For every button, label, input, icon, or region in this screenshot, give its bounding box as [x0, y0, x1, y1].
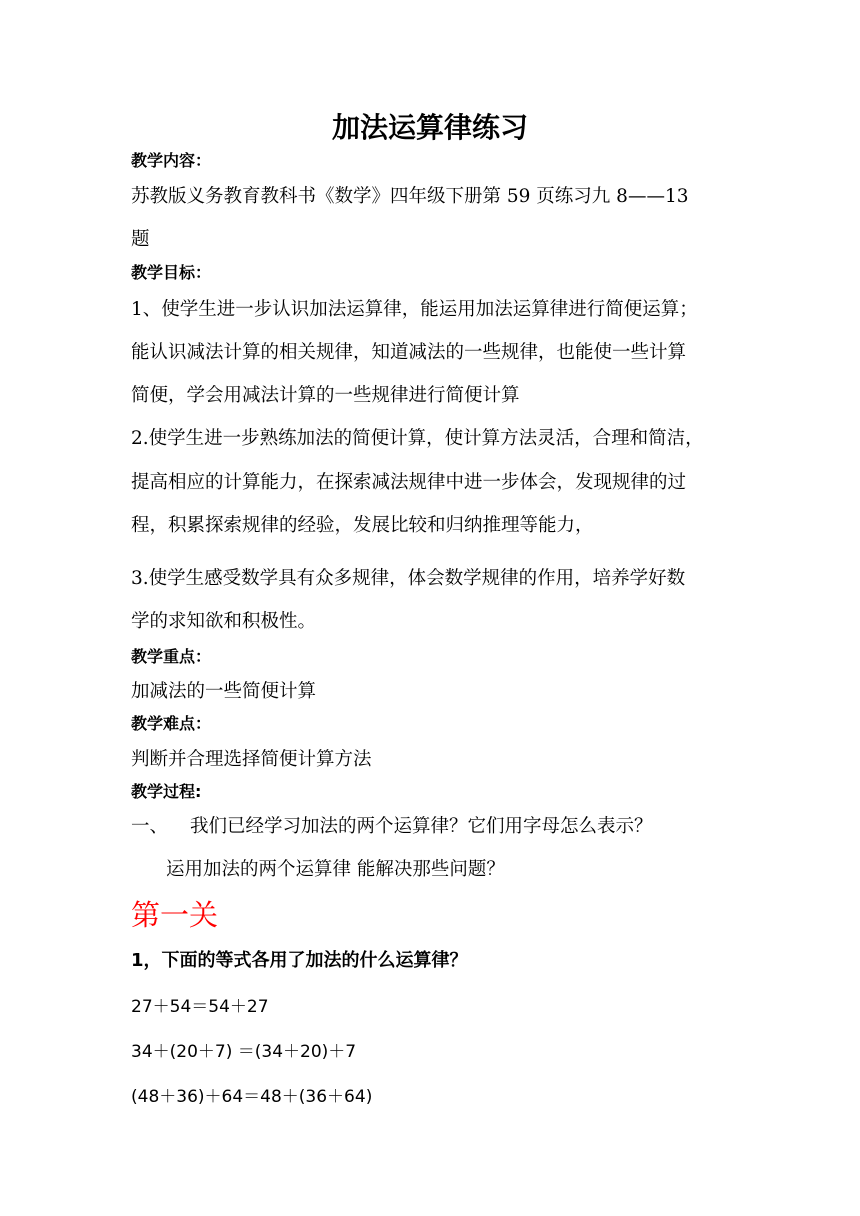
goals-line: 能认识减法计算的相关规律，知道减法的一些规律，也能使一些计算 — [131, 342, 687, 363]
key-point-text: 加减法的一些简便计算 — [131, 681, 317, 702]
stage-heading: 第一关 — [131, 898, 219, 932]
content-line: 苏教版义务教育教科书《数学》四年级下册第 59 页练习九 8——13 — [131, 186, 689, 207]
stage-question: 1，下面的等式各用了加法的什么运算律？ — [131, 950, 468, 971]
goals-line: 学的求知欲和积极性。 — [131, 611, 317, 632]
equation-line: (48＋36)＋64＝48＋(36＋64) — [131, 1087, 373, 1107]
goals-line: 简便，学会用减法计算的一些规律进行简便计算 — [131, 385, 520, 406]
goals-line: 2.使学生进一步熟练加法的简便计算，使计算方法灵活，合理和简洁， — [131, 428, 704, 449]
process-step-text: 我们已经学习加法的两个运算律？它们用字母怎么表示？ — [190, 816, 653, 837]
goals-label: 教学目标： — [131, 263, 212, 282]
goals-line: 1、使学生进一步认识加法运算律，能运用加法运算律进行简便运算； — [131, 299, 698, 320]
content-label: 教学内容： — [131, 151, 212, 170]
key-point-label: 教学重点： — [131, 647, 212, 666]
goals-line: 程，积累探索规律的经验，发展比较和归纳推理等能力， — [131, 515, 594, 536]
equation-line: 27＋54＝54＋27 — [131, 997, 269, 1017]
process-step-number: 一、 — [131, 816, 169, 837]
goals-line: 3.使学生感受数学具有众多规律，体会数学规律的作用，培养学好数 — [131, 568, 686, 589]
content-line: 题 — [131, 229, 150, 250]
goals-line: 提高相应的计算能力，在探索减法规律中进一步体会，发现规律的过 — [131, 472, 687, 493]
process-label: 教学过程: — [131, 782, 202, 801]
document-title: 加法运算律练习 — [331, 111, 528, 144]
equation-line: 34＋(20＋7) ＝(34＋20)＋7 — [131, 1042, 357, 1062]
process-step-subtext: 运用加法的两个运算律 能解决那些问题？ — [166, 859, 505, 880]
difficulty-label: 教学难点： — [131, 714, 212, 733]
difficulty-text: 判断并合理选择简便计算方法 — [131, 749, 372, 770]
